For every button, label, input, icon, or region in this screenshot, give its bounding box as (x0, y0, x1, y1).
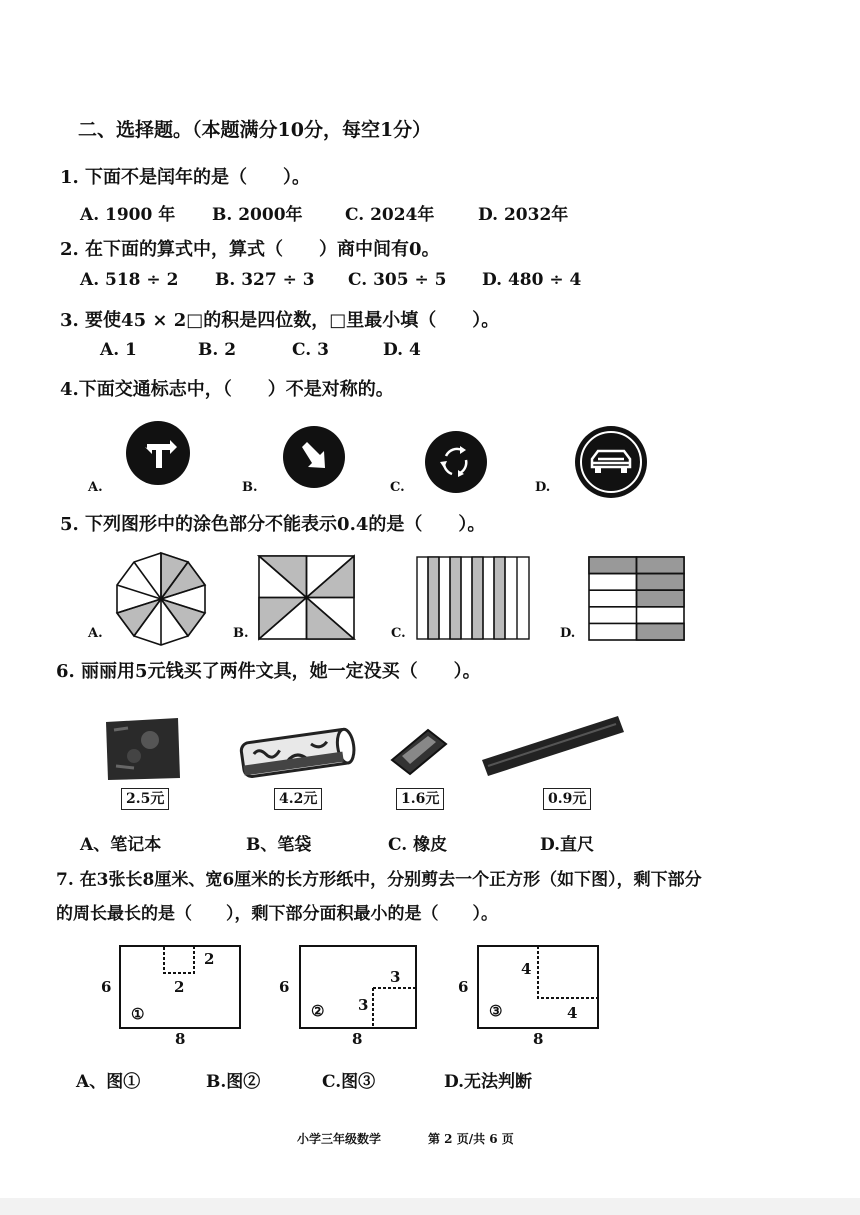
fig2-square-side-label: 3 (358, 996, 369, 1014)
square-figure (258, 555, 356, 641)
price-notebook: 2.5元 (121, 788, 169, 810)
q4-label-c: C. (390, 480, 405, 495)
bottom-margin-strip (0, 1198, 860, 1215)
eraser-image (388, 726, 450, 778)
fig3-square-side-label: 4 (521, 960, 532, 978)
car-sign-icon (574, 425, 650, 501)
fig2-marker: ② (311, 1002, 325, 1020)
q2-option-c: C. 305 ÷ 5 (348, 270, 447, 290)
q2-stem: 2. 在下面的算式中，算式（ ）商中间有0。 (60, 239, 440, 260)
footer-page-number: 第 2 页/共 6 页 (428, 1132, 514, 1146)
q6-option-a: A、笔记本 (80, 835, 162, 855)
fig1-height-label: 6 (101, 978, 112, 996)
fig3-marker: ③ (489, 1002, 503, 1020)
q1-option-a: A. 1900 年 (80, 205, 176, 225)
q7-option-c: C.图③ (322, 1072, 376, 1092)
q3-option-a: A. 1 (100, 340, 137, 360)
q1-stem: 1. 下面不是闰年的是（ ）。 (60, 167, 311, 188)
q4-label-d: D. (535, 480, 551, 495)
q4-stem: 4.下面交通标志中，（ ）不是对称的。 (60, 379, 394, 400)
q3-option-d: D. 4 (383, 340, 421, 360)
q4-label-b: B. (242, 480, 258, 495)
fig2-square-top-label: 3 (390, 968, 401, 986)
rectangle-figure-2 (276, 942, 426, 1052)
fig2-width-label: 8 (352, 1030, 363, 1048)
rectangle-figure-1 (96, 942, 246, 1052)
q7-option-a: A、图① (76, 1072, 141, 1092)
q6-stem: 6. 丽丽用5元钱买了两件文具，她一定没买（ ）。 (56, 661, 481, 682)
q4-label-a: A. (88, 480, 103, 495)
decagon-figure (108, 552, 214, 646)
q1-option-c: C. 2024年 (345, 205, 435, 225)
q5-label-c: C. (391, 626, 406, 641)
fig1-square-side-label: 2 (204, 950, 215, 968)
q1-option-b: B. 2000年 (212, 205, 303, 225)
turn-sign-icon (125, 420, 195, 490)
notebook-image (104, 716, 182, 782)
q5-label-b: B. (233, 626, 249, 641)
q3-option-b: B. 2 (198, 340, 237, 360)
diagonal-arrow-sign-icon (282, 425, 348, 491)
fig3-square-bottom-label: 4 (567, 1004, 578, 1022)
fig1-marker: ① (131, 1005, 145, 1023)
q7-option-b: B.图② (206, 1072, 261, 1092)
rectangle-figure-3 (454, 942, 604, 1052)
price-pencil-case: 4.2元 (274, 788, 322, 810)
q7-option-d: D.无法判断 (444, 1072, 533, 1092)
q6-option-b: B、笔袋 (246, 835, 312, 855)
fig1-square-bottom-label: 2 (174, 978, 185, 996)
section-title: 二、选择题。（本题满分10分，每空1分） (78, 119, 432, 141)
q5-label-d: D. (560, 626, 576, 641)
q7-stem-line2: 的周长最长的是（ ），剩下部分面积最小的是（ ）。 (56, 904, 498, 924)
q2-option-d: D. 480 ÷ 4 (482, 270, 582, 290)
price-ruler: 0.9元 (543, 788, 591, 810)
q3-stem: 3. 要使45 × 2□的积是四位数，□里最小填（ ）。 (60, 310, 500, 331)
grid-figure (588, 556, 686, 642)
q2-option-b: B. 327 ÷ 3 (215, 270, 315, 290)
q2-option-a: A. 518 ÷ 2 (80, 270, 179, 290)
pencil-case-image (236, 724, 358, 780)
footer-subject: 小学三年级数学 (297, 1132, 382, 1146)
price-eraser: 1.6元 (396, 788, 444, 810)
q5-stem: 5. 下列图形中的涂色部分不能表示0.4的是（ ）。 (60, 514, 486, 535)
fig1-width-label: 8 (175, 1030, 186, 1048)
roundabout-sign-icon (424, 430, 490, 496)
q6-option-c: C. 橡皮 (388, 835, 448, 855)
striped-figure (416, 556, 532, 642)
q3-option-c: C. 3 (292, 340, 329, 360)
q1-option-d: D. 2032年 (478, 205, 569, 225)
fig3-width-label: 8 (533, 1030, 544, 1048)
q7-stem-line1: 7. 在3张长8厘米、宽6厘米的长方形纸中，分别剪去一个正方形（如下图），剩下部分 (56, 870, 702, 890)
q5-label-a: A. (88, 626, 103, 641)
fig2-height-label: 6 (279, 978, 290, 996)
ruler-image (480, 710, 626, 780)
fig3-height-label: 6 (458, 978, 469, 996)
q6-option-d: D.直尺 (540, 835, 595, 855)
